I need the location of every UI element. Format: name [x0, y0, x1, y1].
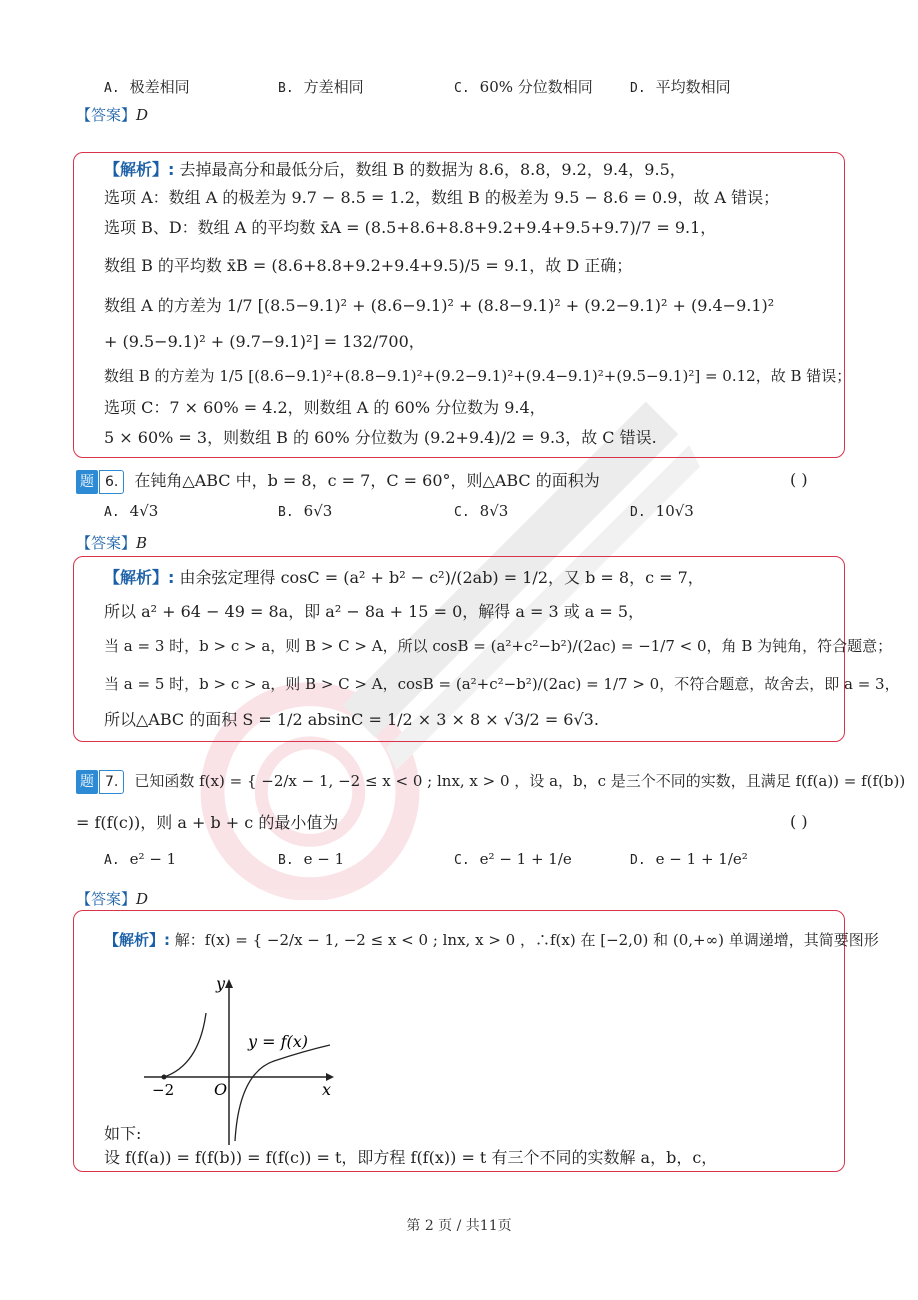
q7-number: 7. [99, 770, 124, 794]
q7-answer-blank: ( ) [790, 812, 808, 831]
x-label: x [322, 1080, 332, 1099]
q5-analysis-line-9: 5 × 60% = 3，则数组 B 的 60% 分位数为 (9.2+9.4)/2 = 9.3，故 C 错误. [104, 428, 657, 447]
q6-option-d: D. 10√3 [630, 502, 694, 520]
q7-tag: 题 [76, 770, 98, 794]
q6-answer-blank: ( ) [790, 470, 808, 489]
q7-option-b: B. e − 1 [278, 850, 345, 868]
q5-analysis-line-5: 数组 A 的方差为 1/7 [(8.5−9.1)² + (8.6−9.1)² + (8.8−9.1)² + (9.2−9.1)² + (9.4−9.1)² [104, 296, 775, 315]
q6-answer: 【答案】B [76, 534, 148, 552]
q6-stem: 题 6. 在钝角△ABC 中，b = 8，c = 7，C = 60°，则△ABC 的面积为 [76, 470, 600, 494]
neg2-label: −2 [152, 1081, 175, 1099]
q6-tag: 题 [76, 470, 98, 494]
curve-left-branch [164, 1013, 206, 1077]
q5-option-c: C. 60% 分位数相同 [454, 78, 593, 96]
q7-analysis-line-2: 如下: [104, 1124, 142, 1143]
function-graph [144, 973, 344, 1148]
q5-analysis-line-6: + (9.5−9.1)² + (9.7−9.1)²] = 132/700， [104, 332, 425, 351]
q5-analysis-line-8: 选项 C：7 × 60% = 4.2，则数组 A 的 60% 分位数为 9.4， [104, 398, 546, 417]
page-footer: 第 2 页 / 共11页 [406, 1218, 512, 1234]
q7-option-a: A. e² − 1 [104, 850, 177, 868]
q5-option-b: B. 方差相同 [278, 78, 364, 96]
y-axis-arrow [225, 979, 233, 988]
q6-analysis-box [73, 556, 900, 742]
q5-analysis-line-2: 选项 A：数组 A 的极差为 9.7 − 8.5 = 1.2，数组 B 的极差为 9.5 − 8.6 = 0.9，故 A 错误； [104, 188, 780, 207]
q6-number: 6. [99, 470, 124, 494]
q5-option-a: A. 极差相同 [104, 78, 190, 96]
q7-option-c: C. e² − 1 + 1/e [454, 850, 572, 868]
q5-option-d: D. 平均数相同 [630, 78, 731, 96]
q7-option-d: D. e − 1 + 1/e² [630, 850, 748, 868]
q5-answer: 【答案】D [76, 106, 149, 124]
q5-analysis-box [73, 152, 852, 458]
q7-analysis-line-3: 设 f(f(a)) = f(f(b)) = f(f(c)) = t，即方程 f(f(x)) = t 有三个不同的实数解 a，b，c， [104, 1148, 718, 1167]
q6-analysis-line-2: 所以 a² + 64 − 49 = 8a，即 a² − 8a + 15 = 0，解得 a = 3 或 a = 5， [104, 602, 645, 621]
q6-option-b: B. 6√3 [278, 502, 333, 520]
curve-label: y = f(x) [248, 1032, 309, 1051]
q6-analysis-line-1: 【解析】: 由余弦定理得 cosC = (a² + b² − c²)/(2ab) = 1/2，又 b = 8，c = 7， [104, 568, 704, 587]
q6-option-c: C. 8√3 [454, 502, 509, 520]
q5-analysis-line-4: 数组 B 的平均数 x̄B = (8.6+8.8+9.2+9.4+9.5)/5 = 9.1，故 D 正确； [104, 256, 633, 275]
q7-analysis-box [73, 910, 879, 1172]
q5-analysis-line-1: 【解析】: 去掉最高分和最低分后，数组 B 的数据为 8.6，8.8，9.2，9.4，9.5， [104, 160, 686, 179]
q6-analysis-line-4: 当 a = 5 时，b > c > a，则 B > C > A，cosB = (a²+c²−b²)/(2ac) = 1/7 > 0，不符合题意，故舍去，即 a = 3， [104, 675, 900, 693]
q7-analysis-line-1: 【解析】: 解：f(x) = { −2/x − 1, −2 ≤ x < 0 ; lnx, x > 0 ，∴f(x) 在 [−2,0) 和 (0,+∞) 单调递增，其简要图形 [104, 931, 879, 949]
q7-stem-line-1: 题 7. 已知函数 f(x) = { −2/x − 1, −2 ≤ x < 0 ; lnx, x > 0 ，设 a，b，c 是三个不同的实数，且满足 f(f(a)) = f(f(b)) [76, 770, 905, 794]
q5-analysis-line-3: 选项 B、D：数组 A 的平均数 x̄A = (8.5+8.6+8.8+9.2+9.4+9.5+9.7)/7 = 9.1， [104, 218, 717, 237]
q6-analysis-line-3: 当 a = 3 时，b > c > a，则 B > C > A，所以 cosB = (a²+c²−b²)/(2ac) = −1/7 < 0，角 B 为钝角，符合题意； [104, 637, 893, 655]
q7-stem-line-2: = f(f(c))，则 a + b + c 的最小值为 [76, 813, 339, 832]
q5-analysis-line-7: 数组 B 的方差为 1/5 [(8.6−9.1)²+(8.8−9.1)²+(9.2−9.1)²+(9.4−9.1)²+(9.5−9.1)²] = 0.12，故 B 错误； [104, 367, 852, 385]
q6-option-a: A. 4√3 [104, 502, 159, 520]
point-neg2 [162, 1075, 167, 1080]
origin-label: O [214, 1080, 228, 1099]
q6-analysis-line-5: 所以△ABC 的面积 S = 1/2 absinC = 1/2 × 3 × 8 × √3/2 = 6√3. [104, 710, 599, 729]
q7-answer: 【答案】D [76, 890, 149, 908]
y-label: y [216, 974, 226, 993]
curve-right-branch [235, 1045, 330, 1141]
